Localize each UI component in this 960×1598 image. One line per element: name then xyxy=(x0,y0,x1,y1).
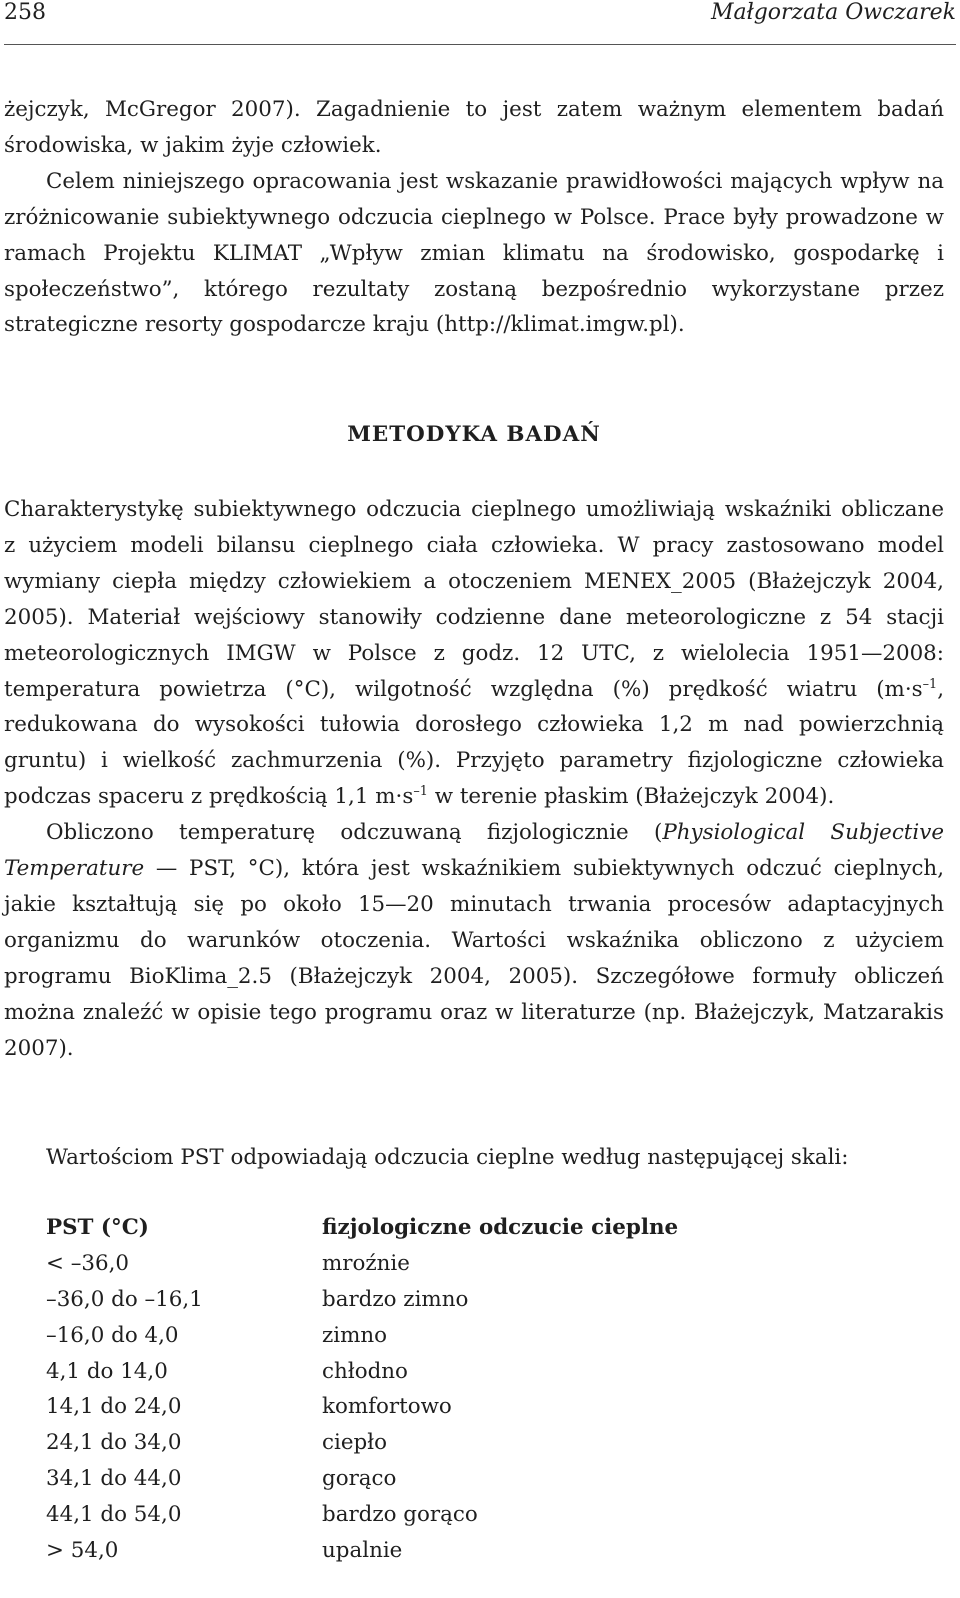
table-header-row xyxy=(46,1210,906,1246)
methods-p1-sup-1: –1 xyxy=(922,676,938,692)
table-header-pst: PST (°C) xyxy=(46,1215,149,1240)
methods-p1-text-a: Charakterystykę subiektywnego odczucia cieplnego umożliwiają wskaźniki obliczane z użyciem modeli bilansu cieplnego ciała człowieka. W pracy zastosowano model wymiany ciepła między człowiekiem a otoczeniem MENEX_2005 (Błażejczyk 2004, 2005). Materiał wejściowy stanowiły codzienne dane meteorologiczne z 54 stacji meteorologicznych IMGW w Polsce z godz. 12 UTC, z wielolecia 1951—2008: temperatura powietrza (°C), wilgotność względna (%) prędkość wiatru (m·s xyxy=(4,497,944,702)
table-cell-sensation: ciepło xyxy=(322,1430,387,1456)
intro-paragraph-2: Celem niniejszego opracowania jest wskazanie prawidłowości mających wpływ na zróżnicowanie subiektywnego odczucia cieplnego w Polsce. Prace były prowadzone w ramach Projektu KLIMAT „Wpływ zmian klimatu na środowisko, gospodarkę i społeczeństwo”, którego rezultaty zostaną bezpośrednio wykorzystane przez strategiczne resorty gospodarcze kraju (http://klimat.imgw.pl). xyxy=(4,168,944,338)
table-row xyxy=(46,1533,906,1569)
table-cell-pst: 14,1 do 24,0 xyxy=(46,1394,182,1420)
table-row xyxy=(46,1246,906,1282)
running-author: Małgorzata Owczarek xyxy=(710,0,956,25)
table-cell-sensation: upalnie xyxy=(322,1538,403,1564)
table-cell-pst: 4,1 do 14,0 xyxy=(46,1358,168,1384)
methods-paragraph-2 xyxy=(4,815,944,1066)
table-row xyxy=(46,1461,906,1497)
table-cell-pst: –16,0 do 4,0 xyxy=(46,1322,179,1348)
table-row xyxy=(46,1282,906,1318)
table-cell-pst: 24,1 do 34,0 xyxy=(46,1430,182,1456)
intro-paragraph-1: żejczyk, McGregor 2007). Zagadnienie to jest zatem ważnym elementem badań środowiska, w jakim żyje człowiek. xyxy=(4,97,944,158)
methods-p1-sup-2: –1 xyxy=(413,784,428,800)
methods-p2-text-a: Obliczono temperaturę odczuwaną fizjologicznie ( xyxy=(46,820,663,846)
pst-scale-table xyxy=(46,1210,906,1569)
table-cell-sensation: gorąco xyxy=(322,1466,397,1492)
header-rule xyxy=(4,44,956,45)
methods-p1-text-c: w terenie płaskim (Błażejczyk 2004). xyxy=(427,784,835,810)
intro-block xyxy=(4,92,944,343)
table-header-sensation: fizjologiczne odczucie cieplne xyxy=(322,1215,679,1240)
table-cell-sensation: komfortowo xyxy=(322,1394,452,1420)
methods-paragraph-1 xyxy=(4,492,944,815)
table-cell-sensation: chłodno xyxy=(322,1358,408,1384)
table-cell-pst: > 54,0 xyxy=(46,1538,119,1564)
table-row xyxy=(46,1425,906,1461)
table-row xyxy=(46,1497,906,1533)
table-row xyxy=(46,1354,906,1390)
table-cell-sensation: mroźnie xyxy=(322,1250,410,1276)
table-row xyxy=(46,1318,906,1354)
table-cell-pst: 34,1 do 44,0 xyxy=(46,1466,182,1492)
table-cell-pst: –36,0 do –16,1 xyxy=(46,1286,203,1312)
table-cell-pst: < –36,0 xyxy=(46,1250,130,1276)
methods-p2-italic-term: Physiological Subjective Temperature xyxy=(4,820,944,882)
methods-block xyxy=(4,492,944,1067)
scale-intro-text: Wartościom PST odpowiadają odczucia cieplne według następującej skali: xyxy=(46,1145,849,1170)
table-cell-pst: 44,1 do 54,0 xyxy=(46,1502,182,1528)
table-cell-sensation: bardzo zimno xyxy=(322,1286,469,1312)
section-heading: METODYKA BADAŃ xyxy=(347,422,601,447)
methods-p2-text-b: — PST, °C), która jest wskaźnikiem subiektywnych odczuć cieplnych, jakie kształtują się po około 15—20 minutach trwania procesów adaptacyjnych organizmu do warunków otoczenia. Wartości wskaźnika obliczono z użyciem programu BioKlima_2.5 (Błażejczyk 2004, 2005). Szczegółowe formuły obliczeń można znaleźć w opisie tego programu oraz w literaturze (np. Błażejczyk, Matzarakis 2007). xyxy=(4,856,944,1061)
table-row xyxy=(46,1389,906,1425)
table-cell-sensation: zimno xyxy=(322,1322,388,1348)
running-header xyxy=(4,0,956,26)
table-cell-sensation: bardzo gorąco xyxy=(322,1502,478,1528)
page-number: 258 xyxy=(4,0,46,25)
methods-p1-text-b: , redukowana do wysokości tułowia dorosłego człowieka 1,2 m nad powierzchnią gruntu) i wielkość zachmurzenia (%). Przyjęto parametry fizjologiczne człowieka podczas spaceru z prędkością 1,1 m·s xyxy=(4,676,944,810)
